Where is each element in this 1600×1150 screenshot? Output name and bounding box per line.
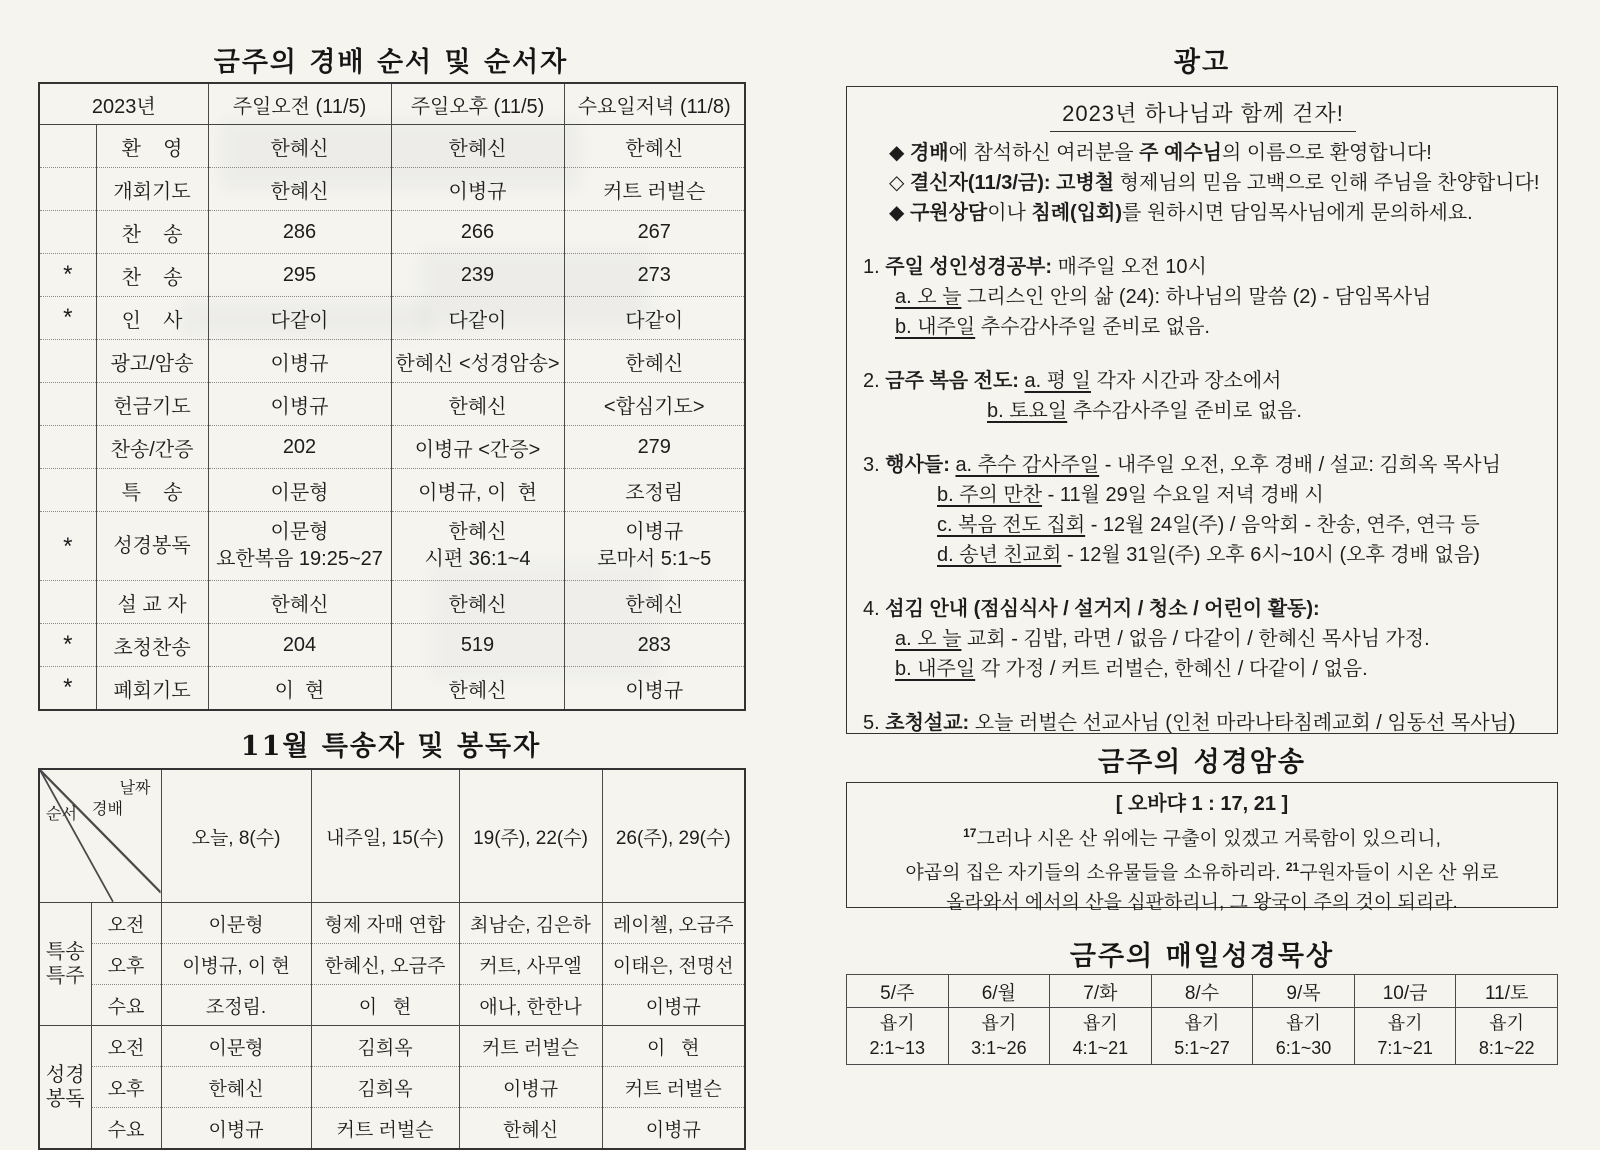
corner-label-worship: 경배 [92,801,123,818]
table-cell: 이병규 [161,1108,311,1150]
text-segment: 초청설교: [885,712,970,734]
table-cell: 한혜신 [391,581,564,624]
table-cell: 이문형 [161,903,311,944]
text-segment: 경배 [909,142,949,164]
announcement-line [863,450,1543,480]
text-segment: 추수감사주일 준비로 없음. [975,316,1210,338]
text-segment: 1. [863,256,886,278]
table-cell: 커트 러벌슨 [602,1067,745,1108]
announcement-items [863,228,1543,738]
table-cell: 이 현 [602,1026,745,1067]
corner-label-date: 날짜 [119,780,151,797]
text-segment: - 12월 31일(주) 오후 6시~10시 (오후 경배 없음) [1061,544,1480,566]
table-cell: 이태은, 전명선 [602,944,745,985]
spacer [863,228,1543,252]
text-segment: 결신자(11/3/금): [909,172,1051,194]
bullet-line [889,168,1543,198]
table-row [39,581,745,624]
star-cell [39,426,96,469]
table-cell: 279 [564,426,745,469]
table-cell: 다같이 [208,297,391,340]
star-cell: * [39,254,96,297]
table-cell: 한혜신 [564,340,745,383]
table-row [39,254,745,297]
meditation-data-row [847,1008,1558,1065]
order-label-cell: 설 교 자 [96,581,208,624]
verse-line [847,888,1557,917]
table-cell: 이병규 [564,667,745,711]
text-segment: b. 내주일 [895,658,976,680]
table-header-cell: 8/수 [1151,975,1253,1008]
text-segment: 추수감사주일 준비로 없음. [1067,400,1302,422]
year-header-cell: 2023년 [39,83,208,125]
table-row [39,426,745,469]
announcement-box-title: 2023년 하나님과 함께 걷자! [1050,97,1356,132]
text-segment: 를 원하시면 담임목사님에게 문의하세요. [1122,202,1473,224]
announcements-title: 광고 [1173,47,1231,78]
text-segment: 그러나 시온 산 위에는 구출이 있겠고 거룩함이 있으리니, [976,828,1441,850]
table-cell: 형제 자매 연합 [311,903,459,944]
announcement-line [863,708,1543,738]
order-label-cell: 특 송 [96,469,208,512]
table-cell: 이병규 <간증> [391,426,564,469]
table-cell: 204 [208,624,391,667]
table-cell: 커트 러벌슨 [311,1108,459,1150]
table-header-cell: 주일오전 (11/5) [208,83,391,125]
table-cell: 이병규 [208,383,391,426]
text-segment: ◆ [889,142,910,164]
announcement-line [863,510,1543,540]
table-row [39,944,745,985]
table-cell: 김희옥 [311,1067,459,1108]
table-row [39,297,745,340]
text-segment: a. 오 늘 [895,628,962,650]
text-segment: - 내주일 오전, 오후 경배 / 설교: 김희옥 목사님 [1099,454,1501,476]
text-segment: 의 이름으로 환영합니다! [1221,142,1432,164]
text-segment: 각 가정 / 커트 러벌슨, 한혜신 / 다같이 / 없음. [975,658,1368,680]
time-label-cell: 오전 [91,903,161,944]
table-row [39,340,745,383]
order-label-cell: 성경봉독 [96,512,208,581]
order-label-cell: 초청찬송 [96,624,208,667]
text-segment: b. 내주일 [895,316,976,338]
table-row [39,211,745,254]
table-header-cell: 5/주 [847,975,949,1008]
order-label-cell: 헌금기도 [96,383,208,426]
text-segment: 주일 성인성경공부: [885,256,1053,278]
text-segment: 5. [863,712,886,734]
corner-label-order: 순서 [46,806,77,823]
announcement-line [863,624,1543,654]
time-label-cell: 오후 [91,944,161,985]
spacer [863,684,1543,708]
announcement-line [863,252,1543,282]
table-cell: 한혜신 [391,383,564,426]
text-segment: a. 오 늘 [895,286,962,308]
table-cell: 욥기 4:1~21 [1050,1008,1152,1065]
table-header-row [39,83,745,125]
bullet-line [889,138,1543,168]
table-cell: 애나, 한한나 [459,985,602,1026]
table-header-cell: 10/금 [1354,975,1456,1008]
table-cell: 욥기 6:1~30 [1253,1008,1355,1065]
table-cell: 이병규 로마서 5:1~5 [564,512,745,581]
text-segment: 교회 - 김밥, 라면 / 없음 / 다같이 / 한혜신 목사님 가정. [961,628,1430,650]
worship-table-title: 금주의 경배 순서 및 순서자 [213,47,569,78]
text-segment: 구원상담 [909,202,988,224]
text-segment: b. 주의 만찬 [937,484,1043,506]
table-row [39,168,745,211]
star-cell [39,581,96,624]
star-cell [39,383,96,426]
table-cell: 한혜신 [208,125,391,168]
table-header-row [39,769,745,903]
table-cell: 283 [564,624,745,667]
scripture-box [846,782,1558,913]
scripture-title: 금주의 성경암송 [1098,747,1306,778]
table-cell: 한혜신 [391,667,564,711]
table-cell: 이병규 [459,1067,602,1108]
text-segment: b. 토요일 [987,400,1068,422]
table-cell: 욥기 2:1~13 [847,1008,949,1065]
star-cell [39,211,96,254]
meditation-title: 금주의 매일성경묵상 [1069,941,1335,972]
table-cell: 욥기 5:1~27 [1151,1008,1253,1065]
star-cell: * [39,667,96,711]
star-cell [39,125,96,168]
spacer [863,426,1543,450]
meditation-table [846,974,1558,1065]
time-label-cell: 수요 [91,985,161,1026]
text-segment: 형제님의 믿음 고백으로 인해 주님을 찬양합니다! [1114,172,1540,194]
time-label-cell: 오전 [91,1026,161,1067]
table-cell: 레이첼, 오금주 [602,903,745,944]
table-cell: 욥기 7:1~21 [1354,1008,1456,1065]
text-segment: 각자 시간과 장소에서 [1090,370,1282,392]
announcement-bullets [889,138,1543,228]
verse-line [847,853,1557,887]
text-segment: ◇ [889,172,910,194]
text-segment: ◆ [889,202,910,224]
table-cell: 이문형 [208,469,391,512]
text-segment: 침례(입회) [1031,202,1123,224]
table-cell: 다같이 [564,297,745,340]
table-header-cell: 6/월 [948,975,1050,1008]
order-label-cell: 찬송/간증 [96,426,208,469]
table-cell: 커트 러벌슨 [564,168,745,211]
table-header-cell: 수요일저녁 (11/8) [564,83,745,125]
table-header-cell: 19(주), 22(수) [459,769,602,903]
table-header-cell: 7/화 [1050,975,1152,1008]
table-row [39,125,745,168]
scripture-lines [847,819,1557,917]
table-cell: 욥기 8:1~22 [1456,1008,1558,1065]
worship-order-table [38,82,746,711]
table-cell: <합심기도> [564,383,745,426]
bullet-line [889,198,1543,228]
text-segment: a. 추수 감사주일 [955,454,1100,476]
order-label-cell: 폐회기도 [96,667,208,711]
scripture-reference: [ 오바댜 1 : 17, 21 ] [1115,793,1289,815]
star-cell: * [39,624,96,667]
announcement-line [863,396,1543,426]
order-label-cell: 광고/암송 [96,340,208,383]
table-cell: 한혜신 시편 36:1~4 [391,512,564,581]
star-cell: * [39,512,96,581]
announcement-line [863,282,1543,312]
table-cell: 한혜신 [391,125,564,168]
table-cell: 한혜신 [208,581,391,624]
order-label-cell: 찬 송 [96,254,208,297]
announcement-line [863,540,1543,570]
text-segment: 4. [863,598,886,620]
table-cell: 이병규, 이 현 [391,469,564,512]
table-header-cell: 9/목 [1253,975,1355,1008]
table-cell: 266 [391,211,564,254]
text-segment: 고병철 [1056,172,1115,194]
table-cell: 커트 러벌슨 [459,1026,602,1067]
text-segment: - 11월 29일 수요일 저녁 경배 시 [1042,484,1324,506]
time-label-cell: 오후 [91,1067,161,1108]
table-cell: 욥기 3:1~26 [948,1008,1050,1065]
table-header-cell: 주일오후 (11/5) [391,83,564,125]
table-header-cell: 내주일, 15(수) [311,769,459,903]
table-cell: 한혜신 [208,168,391,211]
table-row [39,1067,745,1108]
star-cell [39,168,96,211]
table-cell: 한혜신 [564,125,745,168]
spacer [863,570,1543,594]
announcement-line [863,654,1543,684]
text-segment: 섬김 안내 (점심식사 / 설거지 / 청소 / 어린이 활동): [885,598,1320,620]
spacer [863,342,1543,366]
table-row [39,1108,745,1150]
meditation-header-row [847,975,1558,1008]
star-cell [39,469,96,512]
group-label-cell: 특송 특주 [39,903,91,1026]
table-cell: 이 현 [311,985,459,1026]
table-row [39,1026,745,1067]
announcement-line [863,594,1543,624]
table-row [39,985,745,1026]
text-segment: 주 예수님 [1139,142,1222,164]
order-label-cell: 인 사 [96,297,208,340]
table-header-cell: 오늘, 8(수) [161,769,311,903]
order-label-cell: 찬 송 [96,211,208,254]
order-label-cell: 개회기도 [96,168,208,211]
announcement-line [863,312,1543,342]
text-segment: 이나 [987,202,1032,224]
november-table [38,768,746,1150]
table-cell: 한혜신 <성경암송> [391,340,564,383]
table-header-cell: 26(주), 29(수) [602,769,745,903]
table-cell: 이 현 [208,667,391,711]
table-cell: 이문형 [161,1026,311,1067]
table-row [39,512,745,581]
text-segment: 행사들: [885,454,950,476]
text-segment: 구원자들이 시온 산 위로 [1299,862,1499,884]
text-segment: d. 송년 친교회 [937,544,1062,566]
table-cell: 한혜신 [564,581,745,624]
table-row [39,667,745,711]
text-segment: 2. [863,370,886,392]
table-row [39,469,745,512]
text-segment: 그리스인 안의 삶 (24): 하나님의 말씀 (2) - 담임목사님 [961,286,1432,308]
table-row [39,903,745,944]
table-cell: 267 [564,211,745,254]
text-segment: 21 [1285,860,1300,875]
table-row [39,383,745,426]
time-label-cell: 수요 [91,1108,161,1150]
table-cell: 273 [564,254,745,297]
table-cell: 커트, 사무엘 [459,944,602,985]
text-segment: - 12월 24일(주) / 음악회 - 찬송, 연주, 연극 등 [1085,514,1480,536]
star-cell [39,340,96,383]
table-cell: 다같이 [391,297,564,340]
table-cell: 이병규 [602,985,745,1026]
group-label-cell: 성경 봉독 [39,1026,91,1150]
table-cell: 239 [391,254,564,297]
table-cell: 이병규, 이 현 [161,944,311,985]
table-cell: 295 [208,254,391,297]
star-cell: * [39,297,96,340]
table-cell: 이병규 [391,168,564,211]
table-cell: 한혜신, 오금주 [311,944,459,985]
table-cell: 286 [208,211,391,254]
table-cell: 조정림 [564,469,745,512]
table-row [39,624,745,667]
november-table-title: 11월 특송자 및 봉독자 [240,731,542,762]
table-cell: 이병규 [208,340,391,383]
table-cell: 이병규 [602,1108,745,1150]
table-cell: 202 [208,426,391,469]
table-cell: 한혜신 [459,1108,602,1150]
text-segment: 3. [863,454,886,476]
text-segment: a. 평 일 [1024,370,1091,392]
table-cell: 한혜신 [161,1067,311,1108]
text-segment: 올라와서 에서의 산을 심판하리니, 그 왕국이 주의 것이 되리라. [946,891,1458,913]
announcement-box [846,86,1558,734]
table-header-cell: 11/토 [1456,975,1558,1008]
worship-table-body [39,125,745,711]
november-table-body [39,903,745,1150]
table-cell: 조정림. [161,985,311,1026]
text-segment: 17 [963,826,977,840]
table-cell: 최남순, 김은하 [459,903,602,944]
text-segment: 에 참석하신 여러분을 [948,142,1140,164]
text-segment: 오늘 러벌슨 선교사님 (인천 마라나타침례교회 / 임동선 목사님) [969,712,1516,734]
verse-line [847,819,1557,853]
announcement-box-title-wrap [863,97,1543,132]
order-label-cell: 환 영 [96,125,208,168]
text-segment: c. 복음 전도 집회 [937,514,1086,536]
table-cell: 이문형 요한복음 19:25~27 [208,512,391,581]
table-cell: 김희옥 [311,1026,459,1067]
corner-cell [39,769,161,903]
text-segment: 금주 복음 전도: [885,370,1019,392]
text-segment: 야곱의 집은 자기들의 소유물들을 소유하리라. [905,862,1286,884]
table-cell: 519 [391,624,564,667]
text-segment: 매주일 오전 10시 [1052,256,1207,278]
announcement-line [863,366,1543,396]
announcement-line [863,480,1543,510]
